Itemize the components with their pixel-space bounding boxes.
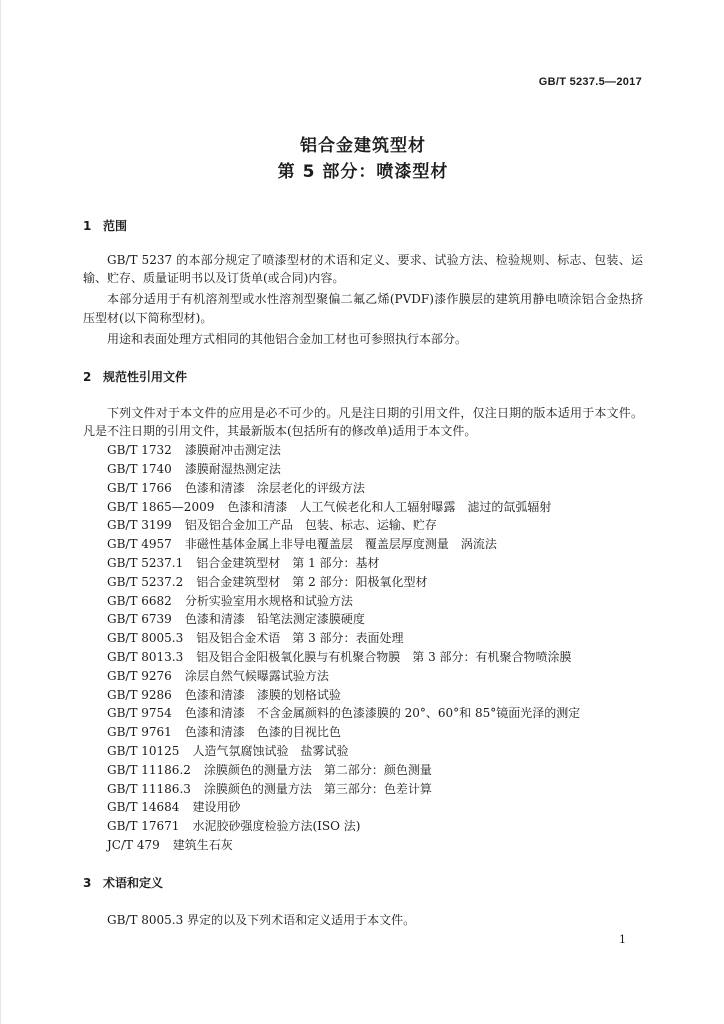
reference-item bbox=[107, 498, 643, 517]
reference-code: GB/T 9761 bbox=[107, 725, 172, 740]
reference-item bbox=[107, 667, 643, 686]
reference-title: 水泥胶砂强度检验方法(ISO 法) bbox=[192, 819, 361, 834]
reference-title: 漆膜耐湿热测定法 bbox=[184, 461, 281, 476]
reference-title: 色漆和清漆 铅笔法测定漆膜硬度 bbox=[184, 612, 365, 627]
reference-item bbox=[107, 535, 643, 554]
reference-title: 分析实验室用水规格和试验方法 bbox=[184, 593, 353, 608]
reference-code: GB/T 11186.2 bbox=[107, 762, 191, 777]
reference-item bbox=[107, 704, 643, 723]
reference-code: GB/T 11186.3 bbox=[107, 781, 191, 796]
section-body-terms-and-definitions bbox=[83, 911, 643, 930]
reference-item bbox=[107, 460, 643, 479]
reference-title: 人造气氛腐蚀试验 盐雾试验 bbox=[192, 743, 349, 758]
title-line-main: 铝合金建筑型材 bbox=[300, 136, 426, 156]
section-body-normative-references bbox=[83, 404, 643, 855]
paragraph: GB/T 5237 的本部分规定了喷漆型材的术语和定义、要求、试验方法、检验规则、标志、包装、运输、贮存、质量证明书以及订货单(或合同)内容。 bbox=[83, 252, 643, 286]
reference-title: 建设用砂 bbox=[192, 800, 241, 815]
reference-item bbox=[107, 441, 643, 460]
reference-title: 铝及铝合金阳极氧化膜与有机聚合物膜 第 3 部分：有机聚合物喷涂膜 bbox=[196, 649, 572, 664]
reference-title: 漆膜耐冲击测定法 bbox=[184, 443, 281, 458]
section-number: 3 bbox=[83, 875, 92, 890]
reference-item bbox=[107, 723, 643, 742]
reference-title: 非磁性基体金属上非导电覆盖层 覆盖层厚度测量 涡流法 bbox=[184, 537, 497, 552]
reference-title: 色漆和清漆 人工气候老化和人工辐射曝露 滤过的氙弧辐射 bbox=[227, 499, 552, 514]
reference-item bbox=[107, 798, 643, 817]
reference-item bbox=[107, 836, 643, 855]
reference-title: 铝合金建筑型材 第 1 部分：基材 bbox=[196, 555, 380, 570]
reference-title: 色漆和清漆 色漆的目视比色 bbox=[184, 725, 341, 740]
page-number: 1 bbox=[619, 933, 626, 946]
reference-item bbox=[107, 573, 643, 592]
reference-code: GB/T 6682 bbox=[107, 593, 172, 608]
reference-code: GB/T 8013.3 bbox=[107, 649, 184, 664]
reference-code: GB/T 1865—2009 bbox=[107, 499, 215, 514]
reference-item bbox=[107, 686, 643, 705]
paragraph: 本部分适用于有机溶剂型或水性溶剂型聚偏二氟乙烯(PVDF)漆作膜层的建筑用静电喷涂铝合金热挤压型材(以下简称型材)。 bbox=[83, 292, 643, 325]
reference-title: 色漆和清漆 涂层老化的评级方法 bbox=[184, 480, 365, 495]
reference-code: GB/T 9286 bbox=[107, 687, 172, 702]
section-title: 范围 bbox=[103, 218, 128, 233]
standard-number: GB/T 5237.5—2017 bbox=[538, 76, 642, 88]
reference-title: 铝及铝合金术语 第 3 部分：表面处理 bbox=[196, 631, 404, 646]
reference-code: GB/T 4957 bbox=[107, 537, 172, 552]
section-heading-normative-references bbox=[83, 368, 187, 387]
section-title: 术语和定义 bbox=[103, 875, 164, 890]
reference-code: GB/T 8005.3 bbox=[107, 631, 184, 646]
reference-title: 建筑生石灰 bbox=[172, 837, 233, 852]
section-heading-terms-and-definitions bbox=[83, 874, 163, 893]
reference-code: GB/T 9276 bbox=[107, 668, 172, 683]
reference-code: GB/T 5237.1 bbox=[107, 555, 184, 570]
reference-item bbox=[107, 554, 643, 573]
reference-list bbox=[83, 441, 643, 855]
reference-code: GB/T 1740 bbox=[107, 461, 172, 476]
reference-code: GB/T 5237.2 bbox=[107, 574, 184, 589]
section-heading-scope bbox=[83, 217, 127, 236]
reference-code: GB/T 1766 bbox=[107, 480, 172, 495]
section-title: 规范性引用文件 bbox=[103, 369, 188, 384]
reference-title: 色漆和清漆 不含金属颜料的色漆漆膜的 20°、60°和 85°镜面光泽的测定 bbox=[184, 706, 581, 721]
reference-item bbox=[107, 817, 643, 836]
reference-title: 铝及铝合金加工产品 包装、标志、运输、贮存 bbox=[184, 518, 437, 533]
reference-item bbox=[107, 780, 643, 799]
reference-item bbox=[107, 742, 643, 761]
reference-item bbox=[107, 516, 643, 535]
reference-code: GB/T 1732 bbox=[107, 443, 172, 458]
reference-item bbox=[107, 610, 643, 629]
reference-code: GB/T 9754 bbox=[107, 706, 172, 721]
reference-title: 涂膜颜色的测量方法 第三部分：色差计算 bbox=[203, 781, 432, 796]
reference-code: GB/T 14684 bbox=[107, 800, 180, 815]
reference-item bbox=[107, 648, 643, 667]
section-number: 2 bbox=[83, 369, 92, 384]
reference-title: 色漆和清漆 漆膜的划格试验 bbox=[184, 687, 341, 702]
reference-code: GB/T 3199 bbox=[107, 518, 172, 533]
section-body-scope bbox=[83, 251, 643, 349]
paragraph: GB/T 8005.3 界定的以及下列术语和定义适用于本文件。 bbox=[107, 912, 416, 927]
reference-code: GB/T 6739 bbox=[107, 612, 172, 627]
title-line-part: 第 5 部分：喷漆型材 bbox=[277, 162, 449, 182]
reference-code: GB/T 10125 bbox=[107, 743, 180, 758]
reference-title: 涂膜颜色的测量方法 第二部分：颜色测量 bbox=[203, 762, 432, 777]
reference-code: GB/T 17671 bbox=[107, 819, 180, 834]
document-title bbox=[83, 133, 643, 185]
reference-item bbox=[107, 592, 643, 611]
paragraph: 下列文件对于本文件的应用是必不可少的。凡是注日期的引用文件，仅注日期的版本适用于本文件。凡是不注日期的引用文件，其最新版本(包括所有的修改单)适用于本文件。 bbox=[83, 405, 643, 439]
paragraph: 用途和表面处理方式相同的其他铝合金加工材也可参照执行本部分。 bbox=[107, 331, 468, 346]
reference-item bbox=[107, 479, 643, 498]
reference-item bbox=[107, 629, 643, 648]
section-number: 1 bbox=[83, 218, 92, 233]
reference-title: 涂层自然气候曝露试验方法 bbox=[184, 668, 329, 683]
reference-item bbox=[107, 761, 643, 780]
reference-code: JC/T 479 bbox=[107, 837, 160, 852]
reference-title: 铝合金建筑型材 第 2 部分：阳极氧化型材 bbox=[196, 574, 428, 589]
